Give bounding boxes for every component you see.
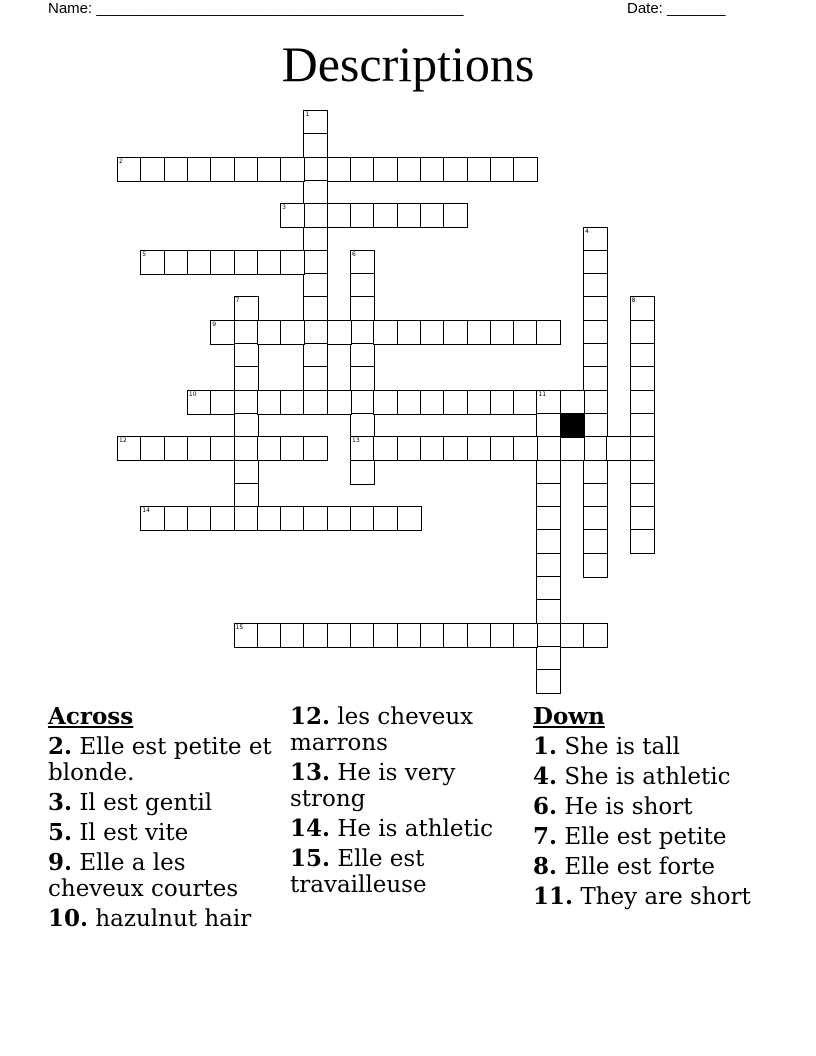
crossword-cell[interactable] <box>164 250 189 275</box>
crossword-cell[interactable] <box>583 413 608 438</box>
crossword-cell[interactable] <box>467 320 492 345</box>
crossword-cell[interactable] <box>630 460 655 485</box>
crossword-cell[interactable] <box>560 390 585 415</box>
clue-text: les cheveux marrons <box>290 704 474 756</box>
crossword-cell[interactable] <box>630 413 655 438</box>
crossword-cell[interactable] <box>397 157 422 182</box>
clue-across-5 <box>48 820 278 846</box>
across-clues-column-1 <box>48 704 278 936</box>
down-heading: Down <box>533 703 605 730</box>
crossword-cell[interactable] <box>536 529 561 554</box>
crossword-cell[interactable] <box>420 320 445 345</box>
crossword-cell[interactable] <box>350 273 375 298</box>
crossword-cell[interactable] <box>234 413 259 438</box>
cell-number: 6 <box>352 250 356 258</box>
crossword-cell[interactable] <box>373 157 398 182</box>
crossword-cell[interactable] <box>350 623 375 648</box>
crossword-cell[interactable] <box>303 133 328 158</box>
crossword-cell[interactable] <box>303 273 328 298</box>
crossword-cell[interactable] <box>117 436 142 461</box>
crossword-cell[interactable] <box>303 390 328 415</box>
crossword-cell[interactable] <box>560 623 585 648</box>
crossword-cell[interactable] <box>187 157 212 182</box>
crossword-cell[interactable] <box>630 366 655 391</box>
crossword-cell[interactable] <box>397 506 422 531</box>
crossword-cell[interactable] <box>630 320 655 345</box>
cell-number: 12 <box>119 437 127 445</box>
clue-text: Il est gentil <box>72 790 213 816</box>
crossword-cell[interactable] <box>234 320 259 345</box>
crossword-cell[interactable] <box>467 390 492 415</box>
crossword-cell[interactable] <box>513 157 538 182</box>
crossword-cell[interactable] <box>583 390 608 415</box>
clue-number: 4. <box>533 763 558 790</box>
crossword-cell[interactable] <box>583 320 608 345</box>
crossword-cell[interactable] <box>490 157 515 182</box>
crossword-cell[interactable] <box>164 436 189 461</box>
crossword-cell[interactable] <box>443 390 468 415</box>
crossword-cell[interactable] <box>234 366 259 391</box>
clue-number: 8. <box>533 853 558 880</box>
clue-text: Elle est petite <box>557 824 727 850</box>
crossword-cell[interactable] <box>187 390 212 415</box>
clue-number: 9. <box>48 849 73 876</box>
cell-number: 9 <box>212 320 217 328</box>
crossword-cell[interactable] <box>536 413 561 438</box>
crossword-cell[interactable] <box>210 390 235 415</box>
crossword-cell[interactable] <box>210 506 235 531</box>
clue-down-1 <box>533 734 773 760</box>
crossword-cell[interactable] <box>373 436 398 461</box>
crossword-cell[interactable] <box>373 390 398 415</box>
crossword-cell[interactable] <box>303 250 328 275</box>
crossword-cell[interactable] <box>630 343 655 368</box>
crossword-cell[interactable] <box>257 390 282 415</box>
clue-down-7 <box>533 824 773 850</box>
name-field-label[interactable]: Name: ____________________________________________ <box>48 0 464 17</box>
clue-number: 12. <box>290 703 331 730</box>
page-title: Descriptions <box>281 36 535 92</box>
clue-text: Elle a les cheveux courtes <box>48 850 239 902</box>
crossword-cell[interactable] <box>187 506 212 531</box>
crossword-cell[interactable] <box>257 623 282 648</box>
clue-number: 1. <box>533 733 558 760</box>
cell-number: 11 <box>538 390 547 398</box>
clue-text: Elle est petite et blonde. <box>48 734 272 786</box>
crossword-cell[interactable] <box>303 296 328 321</box>
crossword-cell[interactable] <box>257 506 282 531</box>
crossword-cell[interactable] <box>280 157 305 182</box>
crossword-cell[interactable] <box>397 390 422 415</box>
clue-text: She is athletic <box>557 764 731 790</box>
crossword-cell[interactable] <box>350 390 375 415</box>
crossword-cell[interactable] <box>630 483 655 508</box>
crossword-cell[interactable] <box>303 366 328 391</box>
clue-number: 14. <box>290 815 331 842</box>
cell-number: 4 <box>585 227 589 235</box>
crossword-cell[interactable] <box>536 483 561 508</box>
down-clues-column <box>533 704 773 914</box>
crossword-cell[interactable] <box>234 506 259 531</box>
crossword-cell[interactable] <box>303 157 328 182</box>
clue-text: She is tall <box>557 734 680 760</box>
crossword-cell[interactable] <box>490 623 515 648</box>
crossword-cell[interactable] <box>350 157 375 182</box>
crossword-cell[interactable] <box>350 460 375 485</box>
crossword-cell[interactable] <box>420 203 445 228</box>
crossword-cell[interactable] <box>536 390 561 415</box>
clue-text: Elle est travailleuse <box>290 846 427 898</box>
crossword-cell[interactable] <box>350 203 375 228</box>
crossword-cell[interactable] <box>536 436 561 461</box>
crossword-cell[interactable] <box>583 553 608 578</box>
crossword-cell[interactable] <box>420 157 445 182</box>
crossword-cell[interactable] <box>350 436 375 461</box>
crossword-cell[interactable] <box>583 483 608 508</box>
crossword-cell[interactable] <box>536 460 561 485</box>
crossword-cell[interactable] <box>140 506 165 531</box>
crossword-cell[interactable] <box>187 436 212 461</box>
cell-number: 8 <box>631 297 636 305</box>
crossword-cell[interactable] <box>280 250 305 275</box>
crossword-cell[interactable] <box>443 623 468 648</box>
crossword-cell[interactable] <box>583 506 608 531</box>
crossword-cell[interactable] <box>443 157 468 182</box>
clue-down-4 <box>533 764 773 790</box>
crossword-cell[interactable] <box>420 623 445 648</box>
clue-across-14 <box>290 816 520 842</box>
crossword-cell[interactable] <box>280 390 305 415</box>
crossword-cell[interactable] <box>327 623 352 648</box>
crossword-cell[interactable] <box>257 157 282 182</box>
crossword-cell[interactable] <box>583 623 608 648</box>
crossword-cell[interactable] <box>350 320 375 345</box>
crossword-cell[interactable] <box>234 436 259 461</box>
crossword-cell[interactable] <box>234 460 259 485</box>
crossword-cell[interactable] <box>630 390 655 415</box>
cell-number: 2 <box>119 157 123 165</box>
crossword-cell[interactable] <box>397 436 422 461</box>
clue-across-13 <box>290 760 520 812</box>
crossword-cell[interactable] <box>210 157 235 182</box>
crossword-cell[interactable] <box>327 506 352 531</box>
clue-number: 7. <box>533 823 558 850</box>
crossword-cell[interactable] <box>443 320 468 345</box>
crossword-cell[interactable] <box>583 366 608 391</box>
clue-across-12 <box>290 704 520 756</box>
clue-number: 10. <box>48 905 89 932</box>
crossword-cell[interactable] <box>350 296 375 321</box>
crossword-cell[interactable] <box>257 436 282 461</box>
crossword-cell[interactable] <box>536 669 561 694</box>
cell-number: 14 <box>142 507 150 515</box>
crossword-cell[interactable] <box>630 529 655 554</box>
crossword-cell[interactable] <box>140 250 165 275</box>
clue-number: 6. <box>533 793 558 820</box>
crossword-cell[interactable] <box>187 250 212 275</box>
cell-number: 15 <box>235 623 244 631</box>
crossword-cell[interactable] <box>140 157 165 182</box>
crossword-cell[interactable] <box>490 390 515 415</box>
crossword-cell[interactable] <box>117 157 142 182</box>
crossword-cell[interactable] <box>280 506 305 531</box>
clue-across-10 <box>48 906 278 932</box>
crossword-cell[interactable] <box>210 250 235 275</box>
crossword-cell[interactable] <box>513 320 538 345</box>
crossword-cell[interactable] <box>350 250 375 275</box>
crossword-cell[interactable] <box>303 203 328 228</box>
crossword-cell[interactable] <box>164 506 189 531</box>
crossword-cell[interactable] <box>257 250 282 275</box>
crossword-cell[interactable] <box>467 436 492 461</box>
crossword-cell[interactable] <box>536 599 561 624</box>
clue-down-6 <box>533 794 773 820</box>
cell-number: 3 <box>282 204 286 212</box>
crossword-cell[interactable] <box>350 366 375 391</box>
crossword-cell[interactable] <box>536 553 561 578</box>
crossword-cell[interactable] <box>583 250 608 275</box>
crossword-cell[interactable] <box>630 506 655 531</box>
crossword-cell[interactable] <box>140 436 165 461</box>
clue-text: Il est vite <box>72 820 189 846</box>
crossword-cell[interactable] <box>630 296 655 321</box>
cell-number: 1 <box>305 111 310 118</box>
crossword-cell[interactable] <box>303 227 328 252</box>
crossword-cell[interactable] <box>280 436 305 461</box>
across-clues-column-2 <box>290 704 520 902</box>
crossword-cell[interactable] <box>234 250 259 275</box>
crossword-cell[interactable] <box>280 623 305 648</box>
crossword-cell[interactable] <box>583 343 608 368</box>
crossword-cell[interactable] <box>327 320 352 345</box>
clue-text: He is very strong <box>290 760 456 812</box>
crossword-cell[interactable] <box>350 343 375 368</box>
crossword-cell[interactable] <box>630 436 655 461</box>
clue-text: He is athletic <box>330 816 493 842</box>
crossword-cell[interactable] <box>513 623 538 648</box>
crossword-cell[interactable] <box>234 483 259 508</box>
crossword-cell[interactable] <box>327 157 352 182</box>
crossword-cell[interactable] <box>234 296 259 321</box>
crossword-cell[interactable] <box>234 623 259 648</box>
clue-number: 13. <box>290 759 331 786</box>
crossword-cell[interactable] <box>234 157 259 182</box>
crossword-cell[interactable] <box>513 436 538 461</box>
black-block-cell <box>560 413 585 438</box>
crossword-cell[interactable] <box>373 320 398 345</box>
clue-number: 11. <box>533 883 574 910</box>
clue-number: 15. <box>290 845 331 872</box>
crossword-cell[interactable] <box>536 623 561 648</box>
clue-text: They are short <box>573 884 751 910</box>
crossword-cell[interactable] <box>467 157 492 182</box>
crossword-cell[interactable] <box>210 320 235 345</box>
crossword-cell[interactable] <box>490 436 515 461</box>
crossword-cell[interactable] <box>397 623 422 648</box>
clue-text: Elle est forte <box>557 854 715 880</box>
clue-number: 3. <box>48 789 73 816</box>
cell-number: 13 <box>352 437 360 445</box>
crossword-cell[interactable] <box>583 273 608 298</box>
crossword-cell[interactable] <box>560 436 585 461</box>
crossword-cell[interactable] <box>234 390 259 415</box>
crossword-cell[interactable] <box>373 623 398 648</box>
clue-across-15 <box>290 846 520 898</box>
crossword-cell[interactable] <box>164 157 189 182</box>
crossword-cell[interactable] <box>536 576 561 601</box>
crossword-cell[interactable] <box>280 203 305 228</box>
crossword-cell[interactable] <box>583 227 608 252</box>
crossword-cell[interactable] <box>467 623 492 648</box>
crossword-cell[interactable] <box>583 296 608 321</box>
cell-number: 5 <box>142 250 147 258</box>
crossword-cell[interactable] <box>373 203 398 228</box>
crossword-cell[interactable] <box>443 436 468 461</box>
date-field-label[interactable]: Date: _______ <box>627 0 726 17</box>
clue-number: 2. <box>48 733 73 760</box>
crossword-cell[interactable] <box>397 320 422 345</box>
crossword-cell[interactable] <box>536 506 561 531</box>
crossword-cell[interactable] <box>303 110 328 135</box>
crossword-cell[interactable] <box>373 506 398 531</box>
crossword-cell[interactable] <box>606 436 631 461</box>
crossword-cell[interactable] <box>303 623 328 648</box>
crossword-cell[interactable] <box>513 390 538 415</box>
crossword-cell[interactable] <box>350 413 375 438</box>
clue-text: hazulnut hair <box>88 906 252 932</box>
crossword-cell[interactable] <box>420 390 445 415</box>
crossword-cell[interactable] <box>303 343 328 368</box>
crossword-cell[interactable] <box>536 646 561 671</box>
across-heading: Across <box>48 703 134 730</box>
crossword-cell[interactable] <box>536 320 561 345</box>
crossword-cell[interactable] <box>234 343 259 368</box>
crossword-cell[interactable] <box>350 506 375 531</box>
cell-number: 7 <box>235 297 240 305</box>
crossword-cell[interactable] <box>327 203 352 228</box>
clue-across-2 <box>48 734 278 786</box>
crossword-cell[interactable] <box>257 320 282 345</box>
crossword-cell[interactable] <box>327 390 352 415</box>
crossword-cell[interactable] <box>490 320 515 345</box>
crossword-cell[interactable] <box>420 436 445 461</box>
crossword-cell[interactable] <box>280 320 305 345</box>
crossword-cell[interactable] <box>210 436 235 461</box>
crossword-cell[interactable] <box>443 203 468 228</box>
crossword-cell[interactable] <box>303 180 328 205</box>
crossword-cell[interactable] <box>303 506 328 531</box>
clue-down-11 <box>533 884 773 910</box>
clue-across-3 <box>48 790 278 816</box>
clue-text: He is short <box>557 794 693 820</box>
clue-across-9 <box>48 850 278 902</box>
crossword-cell[interactable] <box>303 320 328 345</box>
clue-number: 5. <box>48 819 73 846</box>
crossword-cell[interactable] <box>303 436 328 461</box>
crossword-cell[interactable] <box>583 529 608 554</box>
crossword-cell[interactable] <box>583 460 608 485</box>
crossword-cell[interactable] <box>397 203 422 228</box>
cell-number: 10 <box>188 390 197 398</box>
clue-down-8 <box>533 854 773 880</box>
crossword-cell[interactable] <box>583 436 608 461</box>
